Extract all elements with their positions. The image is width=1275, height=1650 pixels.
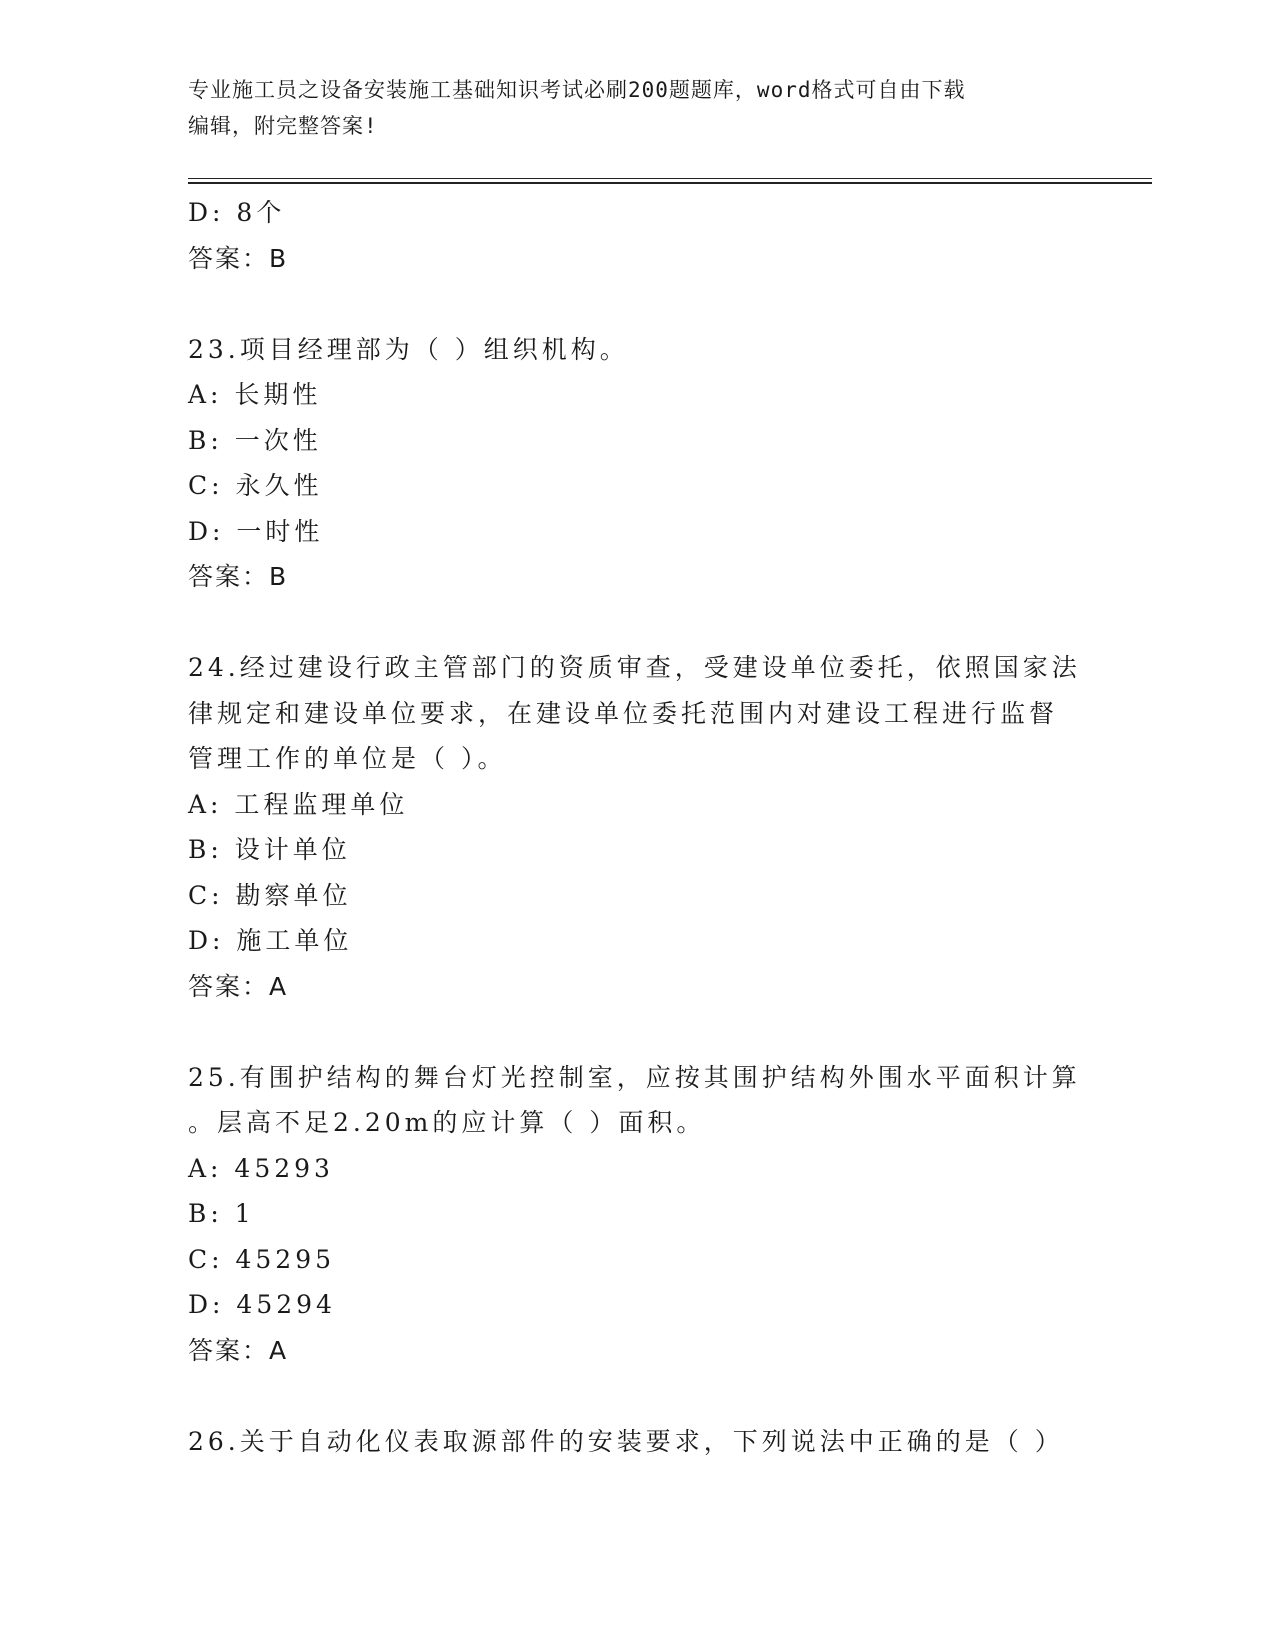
header-title-line-2: 编辑，附完整答案! [188, 114, 378, 138]
option-c: C: 勘察单位 [188, 880, 352, 910]
question-stem-line-3: 管理工作的单位是（ ）。 [188, 744, 507, 773]
question-stem-line-1: 25.有围护结构的舞台灯光控制室，应按其围护结构外围水平面积计算 [188, 1062, 1081, 1092]
header-divider-thin [188, 178, 1152, 179]
option-a: A: 长期性 [188, 380, 322, 409]
header-divider-thick [188, 182, 1152, 184]
question-stem-line-1: 24.经过建设行政主管部门的资质审查，受建设单位委托，依照国家法 [188, 653, 1081, 682]
answer: 答案：B [188, 562, 289, 591]
answer: 答案：A [188, 1335, 289, 1365]
question-23 [188, 327, 1088, 600]
option-a: A: 工程监理单位 [188, 789, 409, 819]
question-stem: 26.关于自动化仪表取源部件的安装要求，下列说法中正确的是（ ） [188, 1426, 1064, 1456]
spacer [188, 1373, 1088, 1419]
question-24 [188, 645, 1088, 1009]
answer: 答案：A [188, 971, 289, 1001]
option-c: C: 45295 [188, 1244, 336, 1274]
spacer [188, 1009, 1088, 1055]
question-stem: 23.项目经理部为（ ）组织机构。 [188, 334, 629, 364]
question-content [188, 190, 1088, 1464]
document-header [188, 72, 1088, 144]
option-d-previous: D: 8个 [188, 198, 286, 227]
option-d: D: 一时性 [188, 516, 324, 546]
option-b: B: 1 [188, 1199, 255, 1228]
answer-previous: 答案：B [188, 243, 289, 273]
header-title-line-1: 专业施工员之设备安装施工基础知识考试必刷200题题库，word格式可自由下载 [188, 78, 966, 102]
question-stem-line-2: 。层高不足2.20m的应计算（ ）面积。 [188, 1108, 706, 1137]
spacer [188, 600, 1088, 646]
question-stem-line-2: 律规定和建设单位要求，在建设单位委托范围内对建设工程进行监督 [188, 698, 1059, 728]
question-26 [188, 1419, 1088, 1465]
option-d: D: 45294 [188, 1290, 336, 1319]
option-c: C: 永久性 [188, 471, 323, 500]
option-b: B: 一次性 [188, 425, 322, 455]
option-a: A: 45293 [188, 1153, 334, 1183]
question-25 [188, 1055, 1088, 1374]
option-d: D: 施工单位 [188, 926, 353, 955]
spacer [188, 281, 1088, 327]
option-b: B: 设计单位 [188, 835, 351, 864]
